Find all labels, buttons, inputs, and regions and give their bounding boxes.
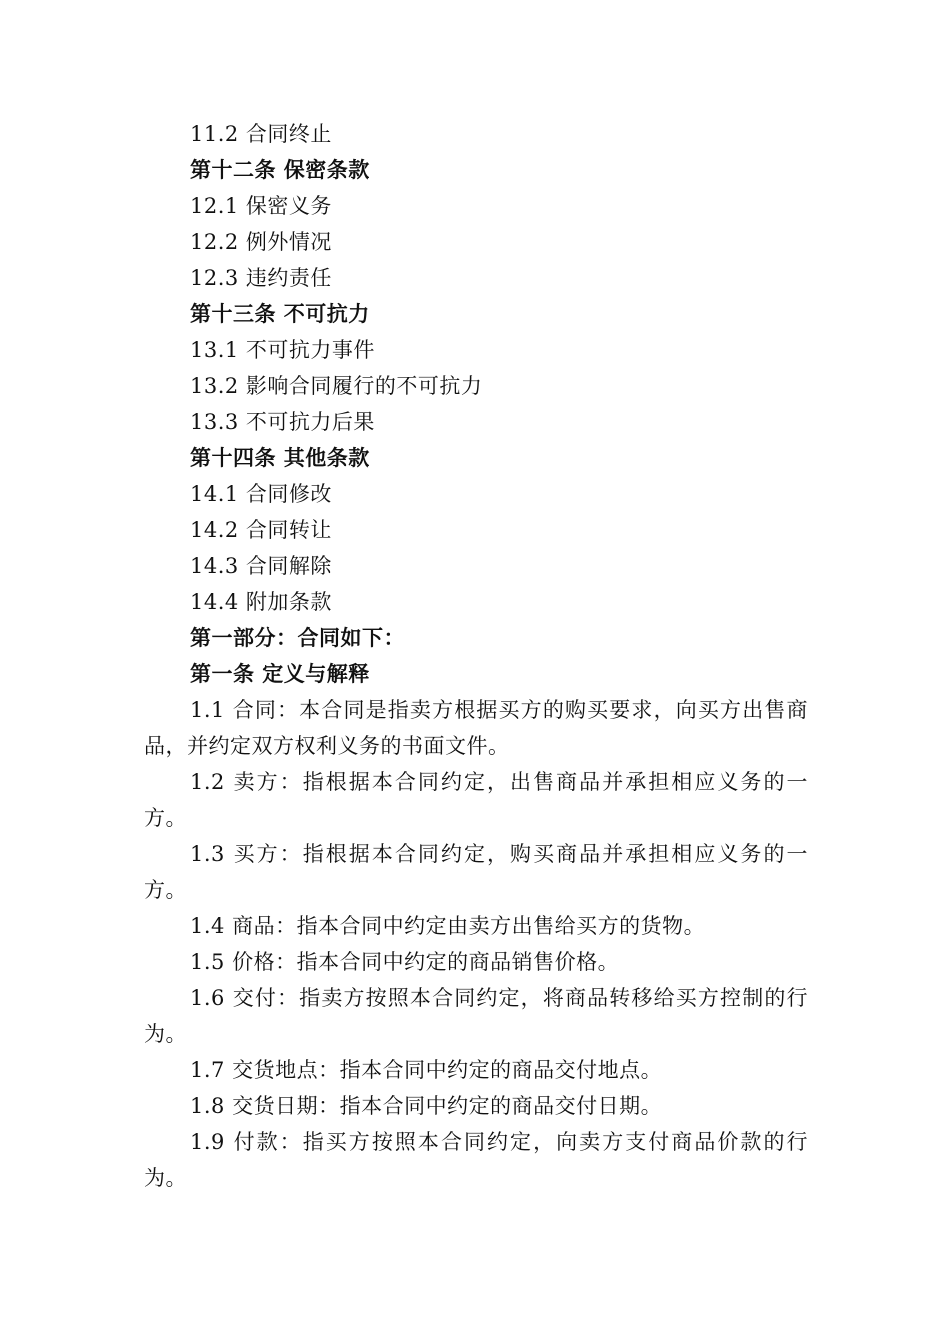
toc-item-13-2: 13.2 影响合同履行的不可抗力 [190,374,483,398]
toc-item-11-2: 11.2 合同终止 [190,122,332,146]
clause-1-1: 1.1 合同：本合同是指卖方根据买方的购买要求，向买方出售商品，并约定双方权利义务的书面文件。 [144,698,808,758]
document-page [144,116,808,1196]
clause-1-3: 1.3 买方：指根据本合同约定，购买商品并承担相应义务的一方。 [144,842,808,902]
toc-item-13-1: 13.1 不可抗力事件 [190,338,375,362]
clause-1-9: 1.9 付款：指买方按照本合同约定，向卖方支付商品价款的行为。 [144,1130,808,1190]
toc-item-13-3: 13.3 不可抗力后果 [190,410,375,434]
part-heading: 第一部分：合同如下： [190,625,405,650]
clause-1-6: 1.6 交付：指卖方按照本合同约定，将商品转移给买方控制的行为。 [144,986,808,1046]
toc-item-12-1: 12.1 保密义务 [190,194,332,218]
toc-item-14-1: 14.1 合同修改 [190,482,332,506]
clause-1-4: 1.4 商品：指本合同中约定由卖方出售给买方的货物。 [190,914,706,938]
toc-item-14-2: 14.2 合同转让 [190,518,332,542]
toc-item-14-4: 14.4 附加条款 [190,590,332,614]
clause-1-5: 1.5 价格：指本合同中约定的商品销售价格。 [190,950,620,974]
article-1-heading: 第一条 定义与解释 [190,661,370,686]
clause-1-7: 1.7 交货地点：指本合同中约定的商品交付地点。 [190,1058,663,1082]
toc-item-12-3: 12.3 违约责任 [190,266,332,290]
clause-1-8: 1.8 交货日期：指本合同中约定的商品交付日期。 [190,1094,663,1118]
clause-1-2: 1.2 卖方：指根据本合同约定，出售商品并承担相应义务的一方。 [144,770,808,830]
toc-heading-article-13: 第十三条 不可抗力 [190,301,370,326]
toc-item-14-3: 14.3 合同解除 [190,554,332,578]
toc-heading-article-14: 第十四条 其他条款 [190,445,370,470]
toc-item-12-2: 12.2 例外情况 [190,230,332,254]
toc-heading-article-12: 第十二条 保密条款 [190,157,370,182]
